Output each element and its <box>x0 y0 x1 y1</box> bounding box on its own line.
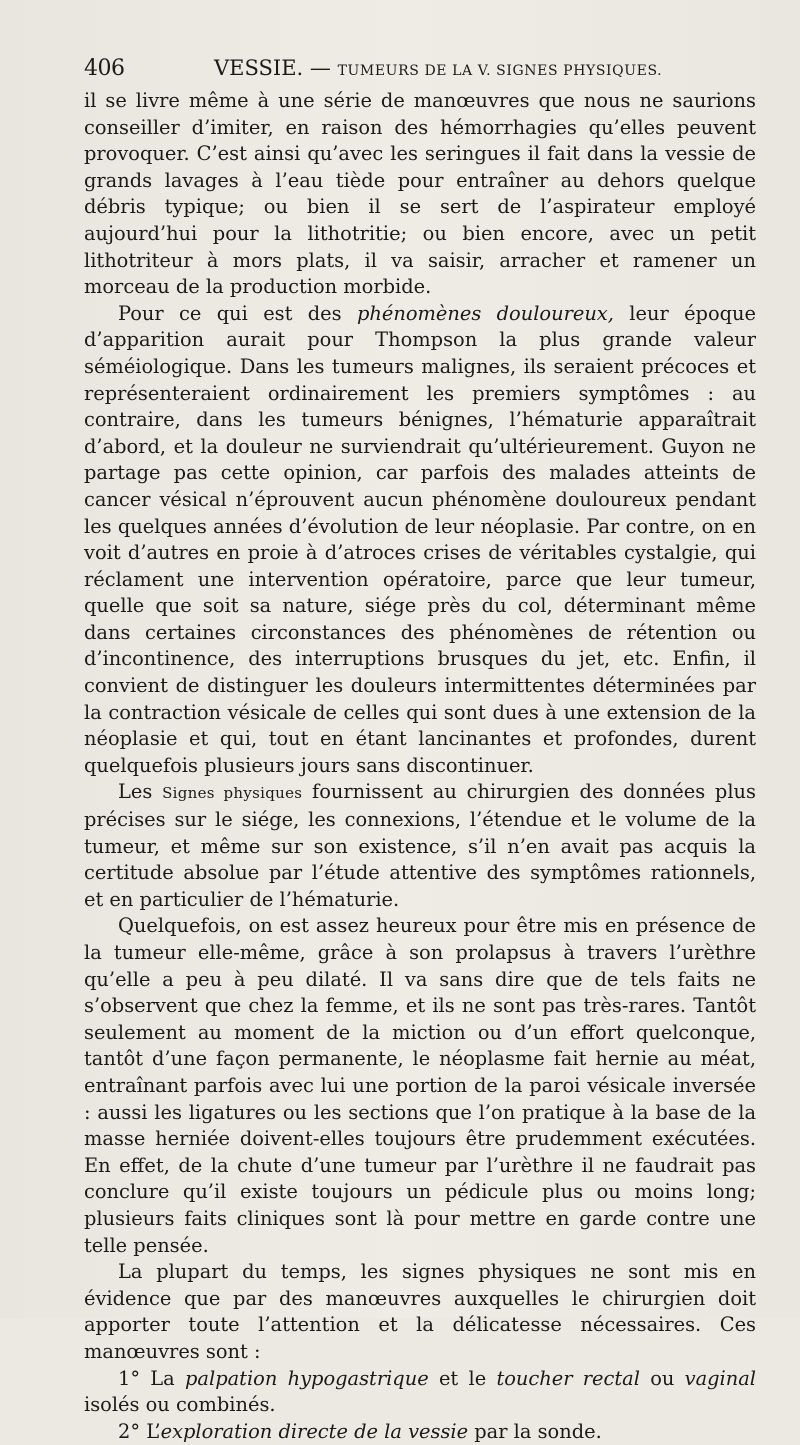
paragraph-4: Quelquefois, on est assez heureux pour être mis en présence de la tumeur elle-même, grâce à son prolapsus à travers l’urèthre qu’elle a peu à peu dilaté. Il va sans dire que de tels faits ne s’observent que chez la femme, et ils ne sont pas très-rares. Tantôt seulement au moment de la miction ou d’un effort quelconque, tantôt d’une façon permanente, le néoplasme fait hernie au méat, entraînant parfois avec lui une portion de la paroi vésicale inversée : aussi les ligatures ou les sections que l’on pratique à la base de la masse herniée doivent-elles toujours être prudemment exécutées. En effet, de la chute d’une tumeur par l’urèthre il ne faudrait pas conclure qu’il existe toujours un pédicule plus ou moins long; plusieurs faits cliniques sont là pour mettre en garde contre une telle pensée. <box>84 914 756 1257</box>
list-item-1-emphasis-3: vaginal <box>684 1366 757 1390</box>
list-item-2-emphasis: exploration directe de la vessie <box>160 1419 469 1443</box>
page-header <box>84 56 764 84</box>
paragraph-3-small-caps: Signes physiques <box>162 784 303 803</box>
page-number: 406 <box>84 56 125 81</box>
list-item-2 <box>84 1419 756 1445</box>
paragraph-1: il se livre même à une série de manœuvres que nous ne saurions conseiller d’imiter, en raison des hémorrhagies qu’elles peuvent provoquer. C’est ainsi qu’avec les seringues il fait dans la vessie de grands lavages à l’eau tiède pour entraîner au dehors quelque débris typique; ou bien il se sert de l’aspirateur employé aujourd’hui pour la lithotritie; ou bien encore, avec un petit lithotriteur à mors plats, il va saisir, arracher et ramener un morceau de la production morbide. <box>84 89 756 299</box>
paragraph-2-emphasis: phénomènes douloureux, <box>356 301 614 325</box>
list-item-1-emphasis-2: toucher rectal <box>496 1366 640 1390</box>
list-item-2-number: 2° L’ <box>118 1419 161 1443</box>
paragraph-3 <box>84 779 756 913</box>
running-title-separator: — <box>309 56 331 80</box>
list-item-2-end: par la sonde. <box>468 1419 602 1443</box>
paragraph-2-text-b: leur époque d’apparition aurait pour Thompson la plus grande valeur séméiologique. Dans les tumeurs malignes, ils seraient précoces et représenteraient ordinairement les premiers symptômes : au contraire, dans les tumeurs bénignes, l’hématurie apparaîtrait d’abord, et la douleur ne surviendrait qu’ultérieurement. Guyon ne partage pas cette opinion, car parfois des malades atteints de cancer vésical n’éprouvent aucun phénomène douloureux pendant les quelques années d’évolution de leur néoplasie. Par contre, on en voit d’autres en proie à d’atroces crises de véritables cystalgie, qui réclament une intervention opératoire, parce que leur tumeur, quelle que soit sa nature, siége près du col, déterminant même dans certaines circonstances des phénomènes de rétention ou d’incontinence, des interruptions brusques du jet, etc. Enfin, il convient de distinguer les douleurs intermittentes déterminées par la contraction vésicale de celles qui sont dues à une extension de la néoplasie et qui, tout en étant lancinantes et profondes, durent quelquefois plusieurs jours sans discontinuer. <box>84 301 757 777</box>
list-item-1-or: ou <box>639 1366 685 1390</box>
running-title-sub: TUMEURS DE LA V. SIGNES PHYSIQUES. <box>337 63 663 79</box>
paragraph-3-text-b: fournissent au chirurgien des données plus précises sur le siége, les connexions, l’étendue et le volume de la tumeur, et même sur son existence, s’il n’en avait pas acquis la certitude absolue par l’étude attentive des symptômes rationnels, et en particulier de l’hématurie. <box>84 780 756 911</box>
paragraph-5: La plupart du temps, les signes physiques ne sont mis en évidence que par des manœuvres auxquelles le chirurgien doit apporter toute l’attention et la délicatesse nécessaires. Ces manœuvres sont : <box>84 1260 756 1363</box>
paragraph-2 <box>84 301 756 780</box>
list-item-1-emphasis-1: palpation hypogastrique <box>185 1366 429 1390</box>
body-text <box>84 88 756 1445</box>
paragraph-3-text-a: Les <box>118 780 163 804</box>
list-item-1-end: isolés ou combinés. <box>84 1393 276 1417</box>
paragraph-2-text-a: Pour ce qui est des <box>118 301 357 325</box>
list-item-1-number: 1° La <box>118 1366 186 1390</box>
running-title-main: VESSIE. <box>214 56 304 80</box>
list-item-1 <box>84 1366 756 1419</box>
running-title <box>214 56 662 80</box>
list-item-1-mid: et le <box>428 1366 497 1390</box>
